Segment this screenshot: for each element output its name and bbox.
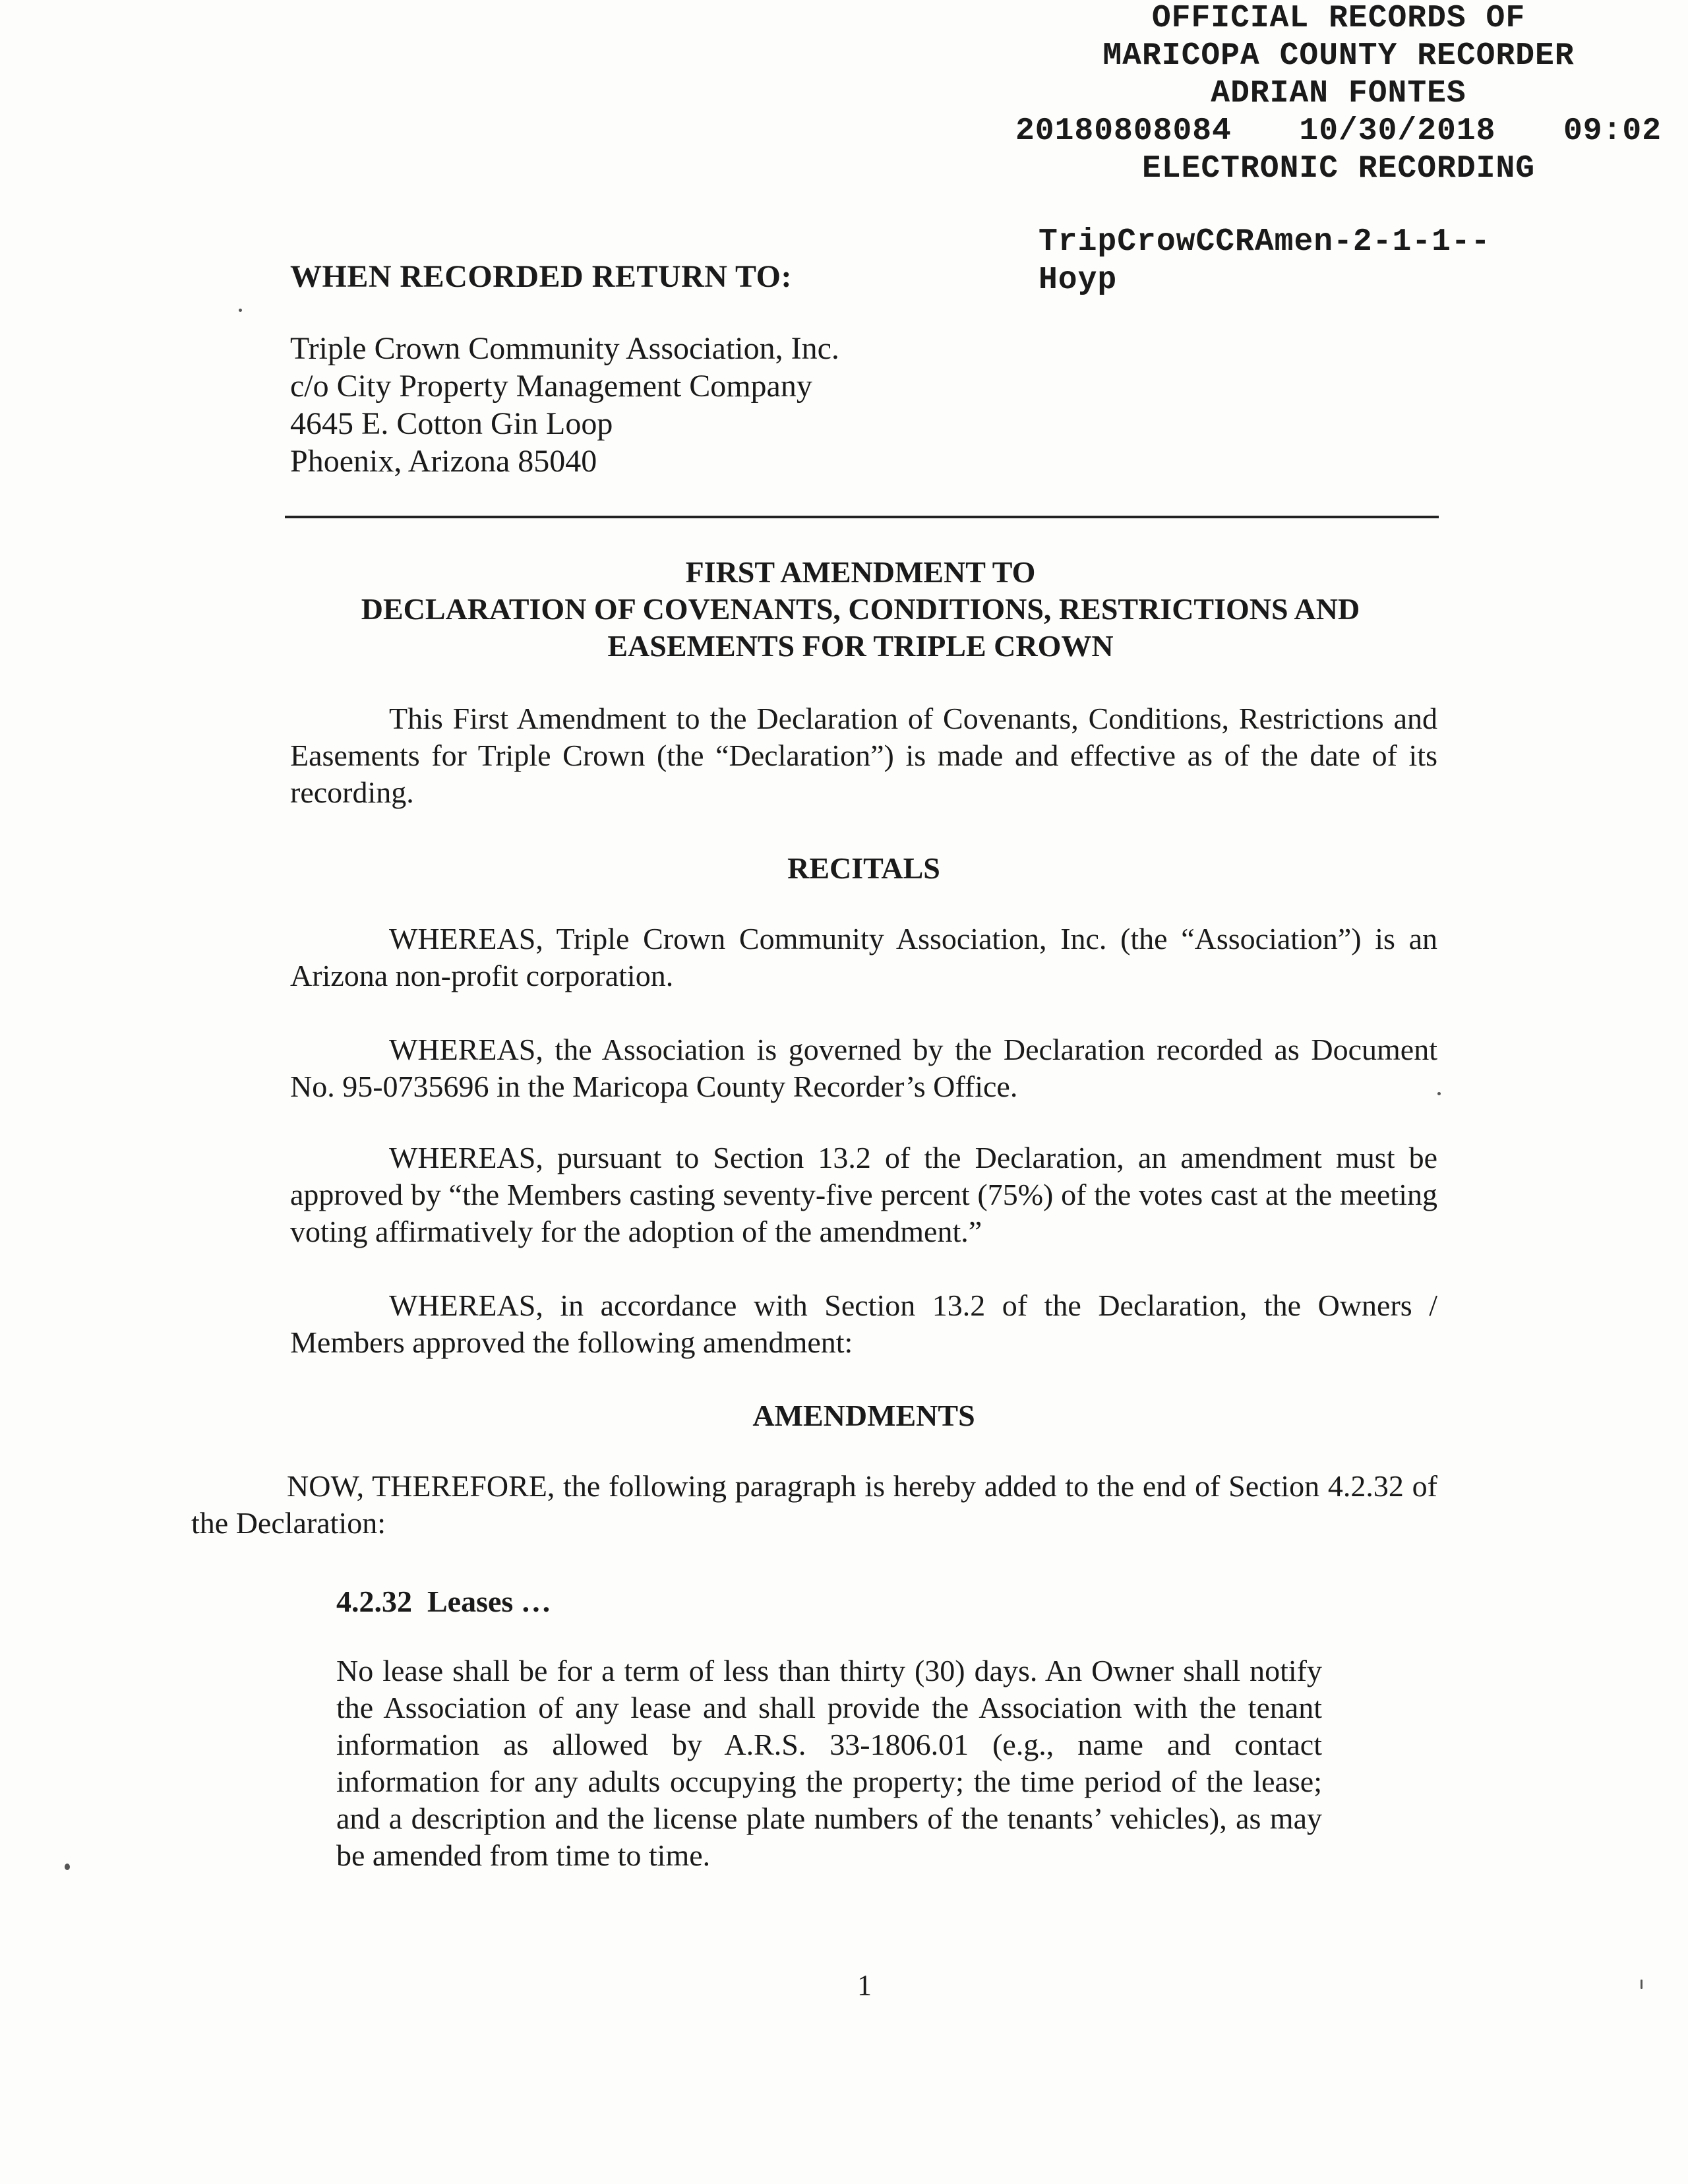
stamp-line-electronic: ELECTRONIC RECORDING xyxy=(1141,151,1536,187)
recital-paragraph: WHEREAS, the Association is governed by the Declaration recorded as Document No. 95-0735696 in the Maricopa County Recorder’s Office. xyxy=(290,1033,1437,1103)
amendments-heading: AMENDMENTS xyxy=(752,1399,975,1432)
return-to-heading: WHEN RECORDED RETURN TO: xyxy=(290,259,792,294)
recording-stamp xyxy=(1015,0,1662,188)
title-line-3: EASEMENTS FOR TRIPLE CROWN xyxy=(607,629,1114,663)
horizontal-rule xyxy=(285,516,1439,518)
stamp-line-recorder-name: ADRIAN FONTES xyxy=(1211,76,1466,111)
title-line-1: FIRST AMENDMENT TO xyxy=(685,555,1036,589)
page-number: 1 xyxy=(857,1969,872,2001)
return-address-line-3: 4645 E. Cotton Gin Loop xyxy=(290,406,613,441)
stamp-line-county-recorder: MARICOPA COUNTY RECORDER xyxy=(1102,38,1575,74)
amendments-intro-paragraph: NOW, THEREFORE, the following paragraph is hereby added to the end of Section 4.2.32 of the Declaration: xyxy=(191,1469,1437,1540)
stamp-date: 10/30/2018 xyxy=(1299,113,1496,149)
return-address-line-1: Triple Crown Community Association, Inc. xyxy=(290,331,839,366)
intro-paragraph: This First Amendment to the Declaration of Covenants, Conditions, Restrictions and Easements for Triple Crown (the “Declaration”) is made and effective as of the date of its recording. xyxy=(290,702,1437,809)
recital-paragraph: WHEREAS, in accordance with Section 13.2 of the Declaration, the Owners / Members approved the following amendment: xyxy=(290,1289,1437,1359)
reference-code-line-1: TripCrowCCRAmen-2-1-1-- xyxy=(1039,224,1491,260)
scan-speck xyxy=(239,309,242,312)
stamp-line-official-records: OFFICIAL RECORDS OF xyxy=(1151,1,1526,36)
stamp-document-number: 20180808084 xyxy=(1015,113,1232,149)
recital-paragraph: WHEREAS, pursuant to Section 13.2 of the Declaration, an amendment must be approved by “the Members casting seventy-five percent (75%) of the votes cast at the meeting voting affirmatively for the adoption of the amendment.” xyxy=(290,1141,1437,1248)
scan-speck xyxy=(65,1864,70,1870)
section-body-paragraph: No lease shall be for a term of less than thirty (30) days. An Owner shall notify the Association of any lease and shall provide the Association with the tenant information as allowed by A.R.S. 33-1806.01 (e.g., name and contact information for any adults occupying the property; the time period of the lease; and a description and the license plate numbers of the tenants’ vehicles), as may be amended from time to time. xyxy=(336,1654,1322,1872)
reference-code-line-2: Hoyp xyxy=(1039,262,1118,298)
return-address-line-4: Phoenix, Arizona 85040 xyxy=(290,444,597,479)
scan-speck xyxy=(1641,1980,1643,1989)
recital-paragraph: WHEREAS, Triple Crown Community Association, Inc. (the “Association”) is an Arizona non-profit corporation. xyxy=(290,922,1437,992)
scan-speck xyxy=(1437,1092,1441,1095)
stamp-line-number-date-time xyxy=(1015,113,1662,150)
stamp-time: 09:02 xyxy=(1563,113,1662,149)
section-heading: 4.2.32 Leases … xyxy=(336,1585,551,1618)
return-address-line-2: c/o City Property Management Company xyxy=(290,369,812,404)
return-address xyxy=(290,330,839,480)
title-line-2: DECLARATION OF COVENANTS, CONDITIONS, RESTRICTIONS AND xyxy=(361,592,1360,626)
document-title xyxy=(290,554,1431,665)
reference-code xyxy=(1039,223,1566,299)
recitals-heading: RECITALS xyxy=(787,851,940,885)
